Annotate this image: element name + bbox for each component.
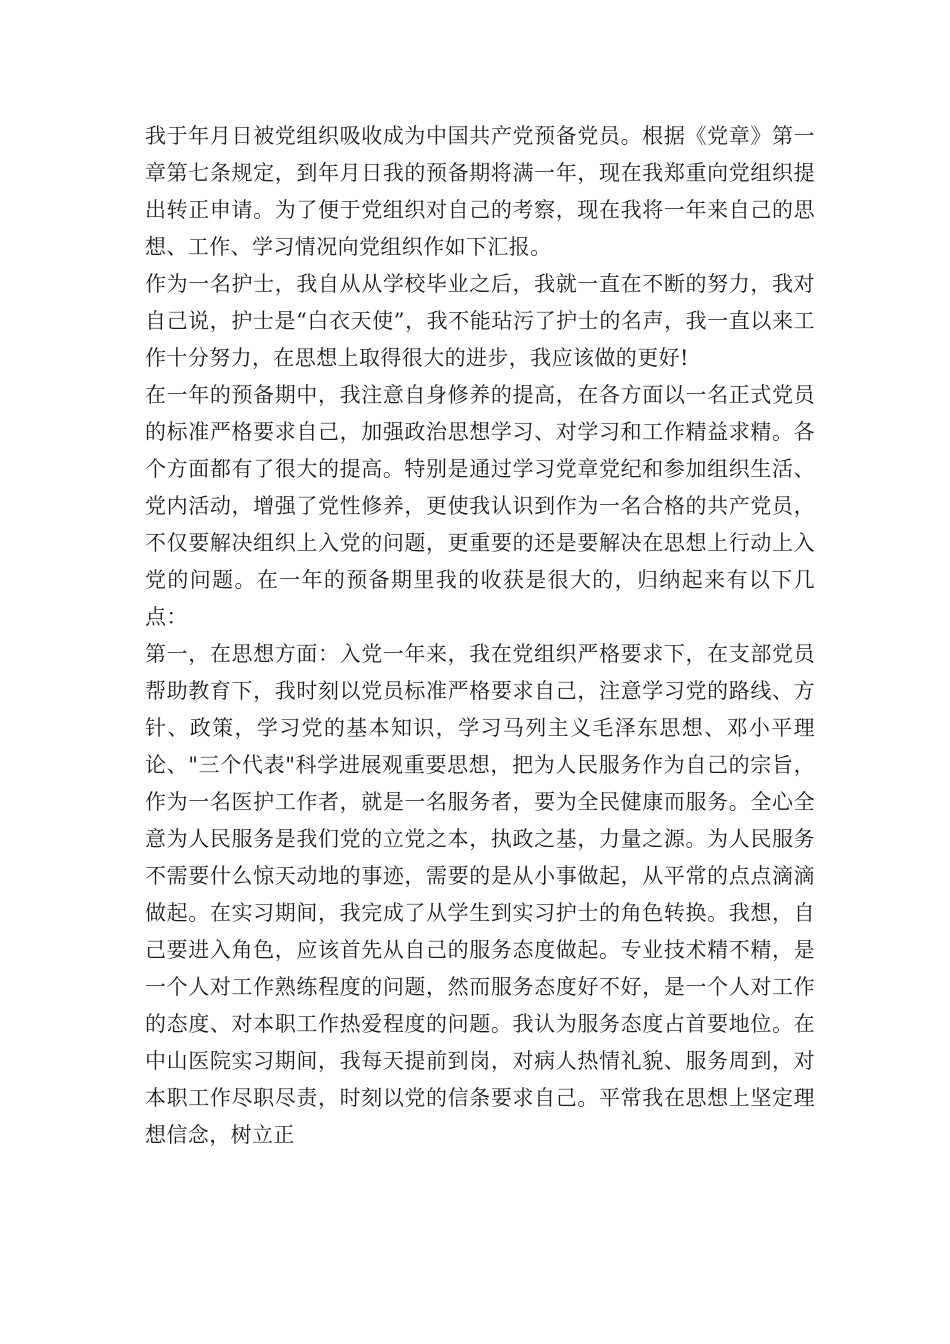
document-body (145, 118, 815, 1154)
paragraph-application-intro: 我于年月日被党组织吸收成为中国共产党预备党员。根据《党章》第一章第七条规定，到年月日我的预备期将满一年，现在我郑重向党组织提出转正申请。为了便于党组织对自己的考察，现在我将一年来自己的思想、工作、学习情况向党组织作如下汇报。 (145, 124, 815, 259)
paragraph-probation-summary: 在一年的预备期中，我注意自身修养的提高，在各方面以一名正式党员的标准严格要求自己，加强政治思想学习、对学习和工作精益求精。各个方面都有了很大的提高。特别是通过学习党章党纪和参加组织生活、党内活动，增强了党性修养，更使我认识到作为一名合格的共产党员，不仅要解决组织上入党的问题，更重要的还是要解决在思想上行动上入党的问题。在一年的预备期里我的收获是很大的，归纳起来有以下几点： (145, 383, 815, 629)
paragraph-ideology: 第一，在思想方面：入党一年来，我在党组织严格要求下，在支部党员帮助教育下，我时刻以党员标准严格要求自己，注意学习党的路线、方针、政策，学习党的基本知识，学习马列主义毛泽东思想、邓小平理论、"三个代表"科学进展观重要思想，把为人民服务作为自己的宗旨，作为一名医护工作者，就是一名服务者，要为全民健康而服务。全心全意为人民服务是我们党的立党之本，执政之基，力量之源。为人民服务不需要什么惊天动地的事迹，需要的是从小事做起，从平常的点点滴滴做起。在实习期间，我完成了从学生到实习护士的角色转换。我想，自己要进入角色，应该首先从自己的服务态度做起。专业技术精不精，是一个人对工作熟练程度的问题，然而服务态度好不好，是一个人对工作的态度、对本职工作热爱程度的问题。我认为服务态度占首要地位。在中山医院实习期间，我每天提前到岗，对病人热情礼貌、服务周到，对本职工作尽职尽责，时刻以党的信条要求自己。平常我在思想上坚定理想信念，树立正 (145, 642, 815, 1147)
paragraph-nurse-reflection: 作为一名护士，我自从从学校毕业之后，我就一直在不断的努力，我对自己说，护士是“白衣天使”，我不能玷污了护士的名声，我一直以来工作十分努力，在思想上取得很大的进步，我应该做的更好! (145, 272, 815, 370)
